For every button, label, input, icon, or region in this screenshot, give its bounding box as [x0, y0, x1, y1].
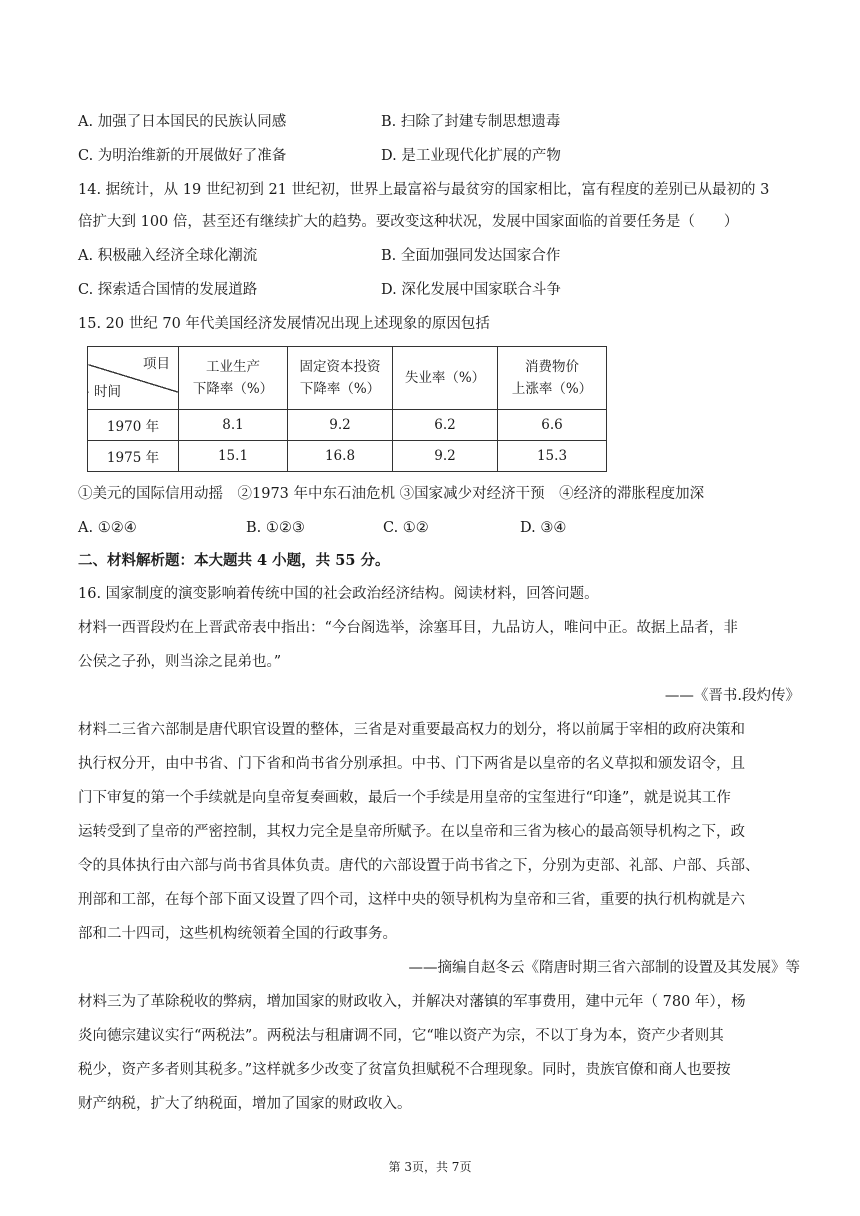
- cell-value: 8.1: [179, 410, 288, 441]
- table-row: [88, 441, 607, 472]
- corner-label-time: 时间: [94, 384, 121, 400]
- q16-material3-line: 财产纳税，扩大了纳税面，增加了国家的财政收入。: [78, 1096, 412, 1112]
- header-unemployment: 失业率（%）: [393, 347, 498, 410]
- q13-option-a: A. 加强了日本国民的民族认同感: [78, 114, 287, 130]
- us-economy-table: [87, 346, 607, 472]
- q16-material2-source: ——摘编自赵冬云《隋唐时期三省六部制的设置及其发展》等: [408, 960, 800, 976]
- cell-value: 15.1: [179, 441, 288, 472]
- cell-value: 6.2: [393, 410, 498, 441]
- q16-material1-line1: 材料一西晋段灼在上晋武帝表中指出：“今台阁选举，涂塞耳目，九品访人，唯问中正。故据上品者，非: [78, 620, 738, 636]
- section-title: 二、材料解析题：本大题共 4 小题，共 55 分。: [78, 552, 390, 569]
- cell-value: 9.2: [288, 410, 393, 441]
- q15-option-b: B. ①②③: [246, 520, 305, 536]
- q16-material2-line: 门下审复的第一个手续就是向皇帝复奏画敕，最后一个手续是用皇帝的宝玺进行“印逢”，就是说其工作: [78, 790, 731, 806]
- q16-material2-line: 部和二十四司，这些机构统领着全国的行政事务。: [78, 926, 397, 942]
- q15-option-c: C. ①②: [383, 520, 429, 536]
- q16-material2-line: 执行权分开，由中书省、门下省和尚书省分别承担。中书、门下两省是以皇帝的名义草拟和颁发诏令，且: [78, 756, 745, 772]
- q16-material3-line: 炎向德宗建议实行“两税法”。两税法与租庸调不同，它“唯以资产为宗，不以丁身为本，资产少者则其: [78, 1028, 724, 1044]
- q16-material3-line: 材料三为了革除税收的弊病，增加国家的财政收入，并解决对藩镇的军事费用，建中元年（ 780 年），杨: [78, 994, 746, 1010]
- q14-option-d: D. 深化发展中国家联合斗争: [381, 282, 561, 298]
- q16-material1-source: ——《晋书.段灼传》: [664, 688, 800, 704]
- table-row: [88, 410, 607, 441]
- q13-option-b: B. 扫除了封建专制思想遗毒: [381, 114, 561, 130]
- row-year: 1970 年: [88, 410, 179, 441]
- page-footer: 第 3页，共 7页: [388, 1160, 472, 1174]
- q16-material2-line: 令的具体执行由六部与尚书省具体负责。唐代的六部设置于尚书省之下，分别为吏部、礼部、户部、兵部、: [78, 858, 760, 874]
- q16-stem: 16. 国家制度的演变影响着传统中国的社会政治经济结构。阅读材料，回答问题。: [78, 586, 599, 602]
- cell-value: 9.2: [393, 441, 498, 472]
- header-investment-decline: 固定资本投资 下降率（%）: [288, 347, 393, 410]
- table-corner-cell: [88, 347, 179, 410]
- q14-option-c: C. 探索适合国情的发展道路: [78, 282, 258, 298]
- q14-option-b: B. 全面加强同发达国家合作: [381, 248, 561, 264]
- corner-label-item: 项目: [143, 356, 170, 372]
- header-cpi-rise: 消费物价 上涨率（%）: [498, 347, 607, 410]
- q14-stem-line1: 14. 据统计，从 19 世纪初到 21 世纪初，世界上最富裕与最贫穷的国家相比，富有程度的差别已从最初的 3: [78, 182, 770, 198]
- q15-statements: ①美元的国际信用动摇 ②1973 年中东石油危机 ③国家减少对经济干预 ④经济的滞胀程度加深: [78, 486, 705, 502]
- q16-material1-line2: 公侯之子孙，则当涂之昆弟也。”: [78, 654, 282, 670]
- row-year: 1975 年: [88, 441, 179, 472]
- cell-value: 6.6: [498, 410, 607, 441]
- q13-option-d: D. 是工业现代化扩展的产物: [381, 148, 561, 164]
- q15-option-a: A. ①②④: [78, 520, 137, 536]
- cell-value: 15.3: [498, 441, 607, 472]
- q16-material2-line: 刑部和工部，在每个部下面又设置了四个司，这样中央的领导机构为皇帝和三省，重要的执行机构就是六: [78, 892, 745, 908]
- header-industrial-decline: 工业生产 下降率（%）: [179, 347, 288, 410]
- q15-option-d: D. ③④: [520, 520, 567, 536]
- q16-material2-line: 运转受到了皇帝的严密控制，其权力完全是皇帝所赋予。在以皇帝和三省为核心的最高领导机构之下，政: [78, 824, 745, 840]
- q13-option-c: C. 为明治维新的开展做好了准备: [78, 148, 287, 164]
- cell-value: 16.8: [288, 441, 393, 472]
- q14-stem-line2: 倍扩大到 100 倍，甚至还有继续扩大的趋势。要改变这种状况，发展中国家面临的首要任务是（ ）: [78, 214, 739, 230]
- q16-material3-line: 税少，资产多者则其税多。”这样就多少改变了贫富负担赋税不合理现象。同时，贵族官僚和商人也要按: [78, 1062, 731, 1078]
- q14-option-a: A. 积极融入经济全球化潮流: [78, 248, 258, 264]
- q16-material2-line: 材料二三省六部制是唐代职官设置的整体，三省是对重要最高权力的划分，将以前属于宰相的政府决策和: [78, 722, 745, 738]
- q15-stem: 15. 20 世纪 70 年代美国经济发展情况出现上述现象的原因包括: [78, 316, 490, 332]
